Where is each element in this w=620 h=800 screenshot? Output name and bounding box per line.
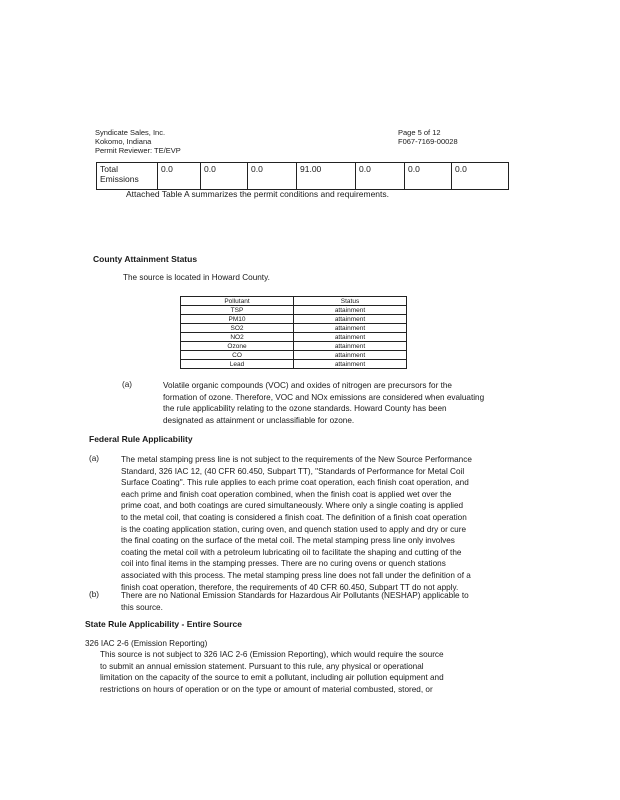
state-subheading: 326 IAC 2-6 (Emission Reporting) bbox=[85, 639, 208, 648]
permit-number: F067-7169-00028 bbox=[398, 137, 458, 146]
row-label: Total Emissions bbox=[97, 163, 158, 190]
status-cell: attainment bbox=[294, 342, 407, 351]
table-row bbox=[181, 324, 407, 333]
pollutant-cell: NO2 bbox=[181, 333, 294, 342]
text-line: Volatile organic compounds (VOC) and oxides of nitrogen are precursors for the bbox=[163, 381, 452, 390]
emissions-table bbox=[96, 162, 509, 190]
table-row bbox=[181, 315, 407, 324]
status-cell: attainment bbox=[294, 351, 407, 360]
text-line: Surface Coating". This rule applies to each prime coat operation, each finish coat operation, and bbox=[121, 478, 469, 488]
company-city: Kokomo, Indiana bbox=[95, 137, 152, 146]
table-header-row bbox=[181, 297, 407, 306]
table-row bbox=[181, 351, 407, 360]
permit-reviewer: Permit Reviewer: TE/EVP bbox=[95, 146, 181, 155]
text-line: this source. bbox=[121, 602, 163, 612]
pollutant-cell: Lead bbox=[181, 360, 294, 369]
status-cell: attainment bbox=[294, 315, 407, 324]
status-cell: attainment bbox=[294, 333, 407, 342]
pollutant-cell: PM10 bbox=[181, 315, 294, 324]
federal-a-label: (a) bbox=[89, 454, 100, 463]
text-line: designated as attainment or unclassifiable for ozone. bbox=[163, 415, 355, 425]
table-row bbox=[97, 163, 509, 190]
table-row bbox=[181, 333, 407, 342]
text-line: The metal stamping press line is not subject to the requirements of the New Source Performance bbox=[121, 455, 472, 464]
table-note: Attached Table A summarizes the permit conditions and requirements. bbox=[126, 189, 390, 199]
table-cell: 0.0 bbox=[356, 163, 405, 190]
ozone-note bbox=[163, 380, 484, 426]
column-header: Status bbox=[294, 297, 407, 306]
text-line: the final coating on the surface of the metal coil. The metal stamping press line only involves bbox=[121, 536, 455, 546]
county-intro: The source is located in Howard County. bbox=[123, 273, 270, 282]
text-line: Standard, 326 IAC 12, (40 CFR 60.450, Subpart TT), "Standards of Performance for Metal Coil bbox=[121, 466, 465, 476]
text-line: finish coat operation, therefore, the requirements of 40 CFR 60.450, Subpart TT do not apply. bbox=[121, 582, 459, 592]
text-line: coating the metal coil with a petroleum lubricating oil to facilitate the shaping and cutting of the bbox=[121, 547, 462, 557]
federal-b-text bbox=[121, 590, 469, 613]
note-a-label: (a) bbox=[122, 380, 133, 389]
table-row bbox=[181, 306, 407, 315]
text-line: associated with this process. The metal stamping press line does not fall under the definition of a bbox=[121, 570, 471, 580]
pollutant-cell: TSP bbox=[181, 306, 294, 315]
table-cell: 0.0 bbox=[201, 163, 248, 190]
federal-heading: Federal Rule Applicability bbox=[89, 434, 193, 444]
table-row bbox=[181, 360, 407, 369]
table-row bbox=[181, 342, 407, 351]
federal-b-label: (b) bbox=[89, 590, 100, 599]
table-cell: 0.0 bbox=[158, 163, 201, 190]
company-name: Syndicate Sales, Inc. bbox=[95, 128, 166, 137]
state-heading: State Rule Applicability - Entire Source bbox=[85, 619, 242, 629]
text-line: prime coat, and both coatings are cured simultaneously. Where only a single coating is applied bbox=[121, 501, 464, 511]
pollutant-cell: CO bbox=[181, 351, 294, 360]
text-line: coil into final items in the stamping presses. There are no curing ovens or quench stations bbox=[121, 559, 446, 569]
state-text bbox=[100, 649, 444, 695]
table-cell: 0.0 bbox=[452, 163, 509, 190]
table-cell: 0.0 bbox=[248, 163, 297, 190]
text-line: There are no National Emission Standards for Hazardous Air Pollutants (NESHAP) applicable to bbox=[121, 591, 469, 600]
county-heading: County Attainment Status bbox=[93, 254, 198, 264]
text-line: restrictions on hours of operation or on the type or amount of material combusted, stored, or bbox=[100, 684, 433, 694]
column-header: Pollutant bbox=[181, 297, 294, 306]
header-left bbox=[95, 128, 181, 155]
table-cell: 91.00 bbox=[297, 163, 356, 190]
header-right bbox=[398, 128, 458, 146]
status-cell: attainment bbox=[294, 306, 407, 315]
text-line: limitation on the capacity of the source to emit a pollutant, including air pollution equipment and bbox=[100, 673, 444, 683]
federal-a-text bbox=[121, 454, 472, 593]
pollutant-cell: SO2 bbox=[181, 324, 294, 333]
text-line: to the metal coil, that coating is considered a finish coat. The definition of a finish coat operation bbox=[121, 512, 467, 522]
page-number: Page 5 of 12 bbox=[398, 128, 441, 137]
pollutant-cell: Ozone bbox=[181, 342, 294, 351]
status-cell: attainment bbox=[294, 324, 407, 333]
text-line: is the coating application station, curing oven, and quench station used to apply and dry or cure bbox=[121, 524, 467, 534]
text-line: formation of ozone. Therefore, VOC and NOx emissions are considered when evaluating bbox=[163, 392, 485, 402]
text-line: the rule applicability relating to the ozone standards. Howard County has been bbox=[163, 404, 447, 414]
table-cell: 0.0 bbox=[405, 163, 452, 190]
attainment-table bbox=[180, 296, 407, 369]
text-line: This source is not subject to 326 IAC 2-6 (Emission Reporting), which would require the source bbox=[100, 650, 444, 659]
status-cell: attainment bbox=[294, 360, 407, 369]
text-line: each prime and finish coat operation combined, when the finish coat is applied wet over the bbox=[121, 489, 452, 499]
text-line: to submit an annual emission statement. Pursuant to this rule, any physical or operational bbox=[100, 661, 424, 671]
